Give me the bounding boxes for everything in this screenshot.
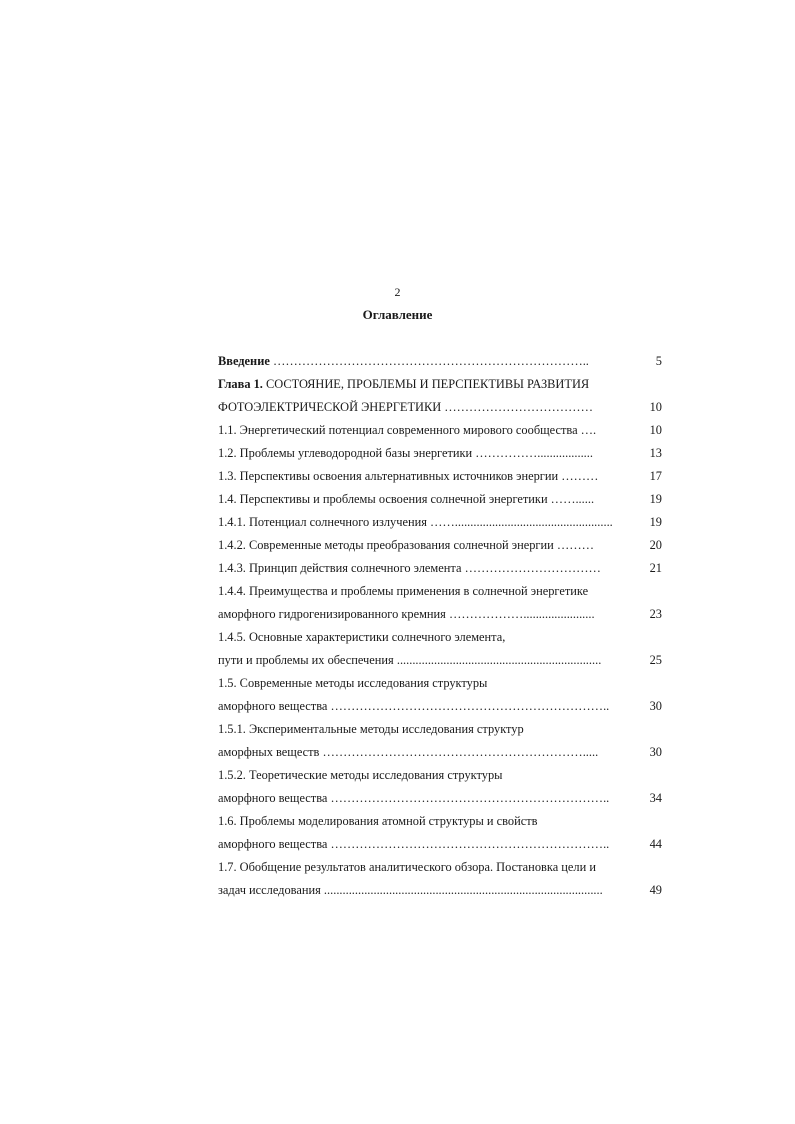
toc-entry-text: 1.4.1. Потенциал солнечного излучения ……................................................... xyxy=(218,515,613,529)
toc-entry-1-5-1-cont[interactable] xyxy=(218,741,662,764)
toc-entry-1-4-3[interactable] xyxy=(218,557,662,580)
toc-entry-text: 1.1. Энергетический потенциал современного мирового сообщества …. xyxy=(218,423,597,437)
toc-entry-text: 1.7. Обобщение результатов аналитического обзора. Постановка цели и xyxy=(218,860,596,874)
toc-entry-1-3[interactable] xyxy=(218,465,662,488)
toc-entry-page: 19 xyxy=(649,515,662,529)
toc-entry-page: 13 xyxy=(649,446,662,460)
toc-entry-page: 21 xyxy=(649,561,662,575)
toc-entry-1-2[interactable] xyxy=(218,442,662,465)
toc-entry-page: 44 xyxy=(649,837,662,851)
toc-entry-text: задач исследования .......................................................................................... xyxy=(218,883,603,897)
toc-entry-1-4-4[interactable] xyxy=(218,580,662,603)
toc-entry-page: 25 xyxy=(649,653,662,667)
toc-entry-text: пути и проблемы их обеспечения .................................................................. xyxy=(218,653,602,667)
toc-entry-text: ………………………………………………………………….. xyxy=(269,354,589,368)
toc-entry-1-4-4-cont[interactable] xyxy=(218,603,662,626)
toc-entry-page: 10 xyxy=(649,423,662,437)
toc-entry-1-7[interactable] xyxy=(218,856,662,879)
toc-entry-text: 1.2. Проблемы углеводородной базы энергетики …………….................. xyxy=(218,446,593,460)
toc-entry-1-5-2[interactable] xyxy=(218,764,662,787)
toc-entry-chapter-1-cont[interactable] xyxy=(218,396,662,419)
toc-entry-text: 1.4.3. Принцип действия солнечного элемента …………………………… xyxy=(218,561,601,575)
toc-entry-1-7-cont[interactable] xyxy=(218,879,662,902)
toc-entry-page: 30 xyxy=(649,699,662,713)
toc-entry-page: 20 xyxy=(649,538,662,552)
toc-entry-text: 1.4.5. Основные характеристики солнечного элемента, xyxy=(218,630,506,644)
toc-entry-page: 23 xyxy=(649,607,662,621)
toc-entry-text: аморфного гидрогенизированного кремния ………………....................... xyxy=(218,607,595,621)
toc-entry-text: аморфного вещества ………………………………………………………….. xyxy=(218,837,610,851)
toc-entry-text: аморфного вещества ………………………………………………………….. xyxy=(218,699,610,713)
toc-entry-1-5-1[interactable] xyxy=(218,718,662,741)
toc-entry-1-4-1[interactable] xyxy=(218,511,662,534)
toc-entry-1-6[interactable] xyxy=(218,810,662,833)
toc-entry-text: 1.4. Перспективы и проблемы освоения солнечной энергетики ……...... xyxy=(218,492,595,506)
toc-entry-page: 10 xyxy=(649,400,662,414)
toc-entry-page: 34 xyxy=(649,791,662,805)
toc-entry-text: 1.5.2. Теоретические методы исследования структуры xyxy=(218,768,503,782)
toc-entry-introduction[interactable] xyxy=(218,350,662,373)
toc-title: Оглавление xyxy=(362,307,433,322)
toc-entry-text: аморфного вещества ………………………………………………………….. xyxy=(218,791,610,805)
toc-entry-1-5[interactable] xyxy=(218,672,662,695)
toc-entry-text: 1.5. Современные методы исследования структуры xyxy=(218,676,488,690)
table-of-contents xyxy=(218,350,662,902)
toc-entry-text: аморфных веществ ………………………………………………………..... xyxy=(218,745,599,759)
toc-entry-bold-label: Введение xyxy=(218,354,270,368)
toc-entry-1-4-5-cont[interactable] xyxy=(218,649,662,672)
toc-entry-page: 17 xyxy=(649,469,662,483)
toc-entry-1-5-2-cont[interactable] xyxy=(218,787,662,810)
toc-entry-page: 19 xyxy=(649,492,662,506)
toc-entry-1-6-cont[interactable] xyxy=(218,833,662,856)
toc-entry-text: 1.4.2. Современные методы преобразования солнечной энергии ……… xyxy=(218,538,595,552)
toc-entry-text: 1.3. Перспективы освоения альтернативных источников энергии ……… xyxy=(218,469,599,483)
toc-entry-1-1[interactable] xyxy=(218,419,662,442)
toc-entry-text: ФОТОЭЛЕКТРИЧЕСКОЙ ЭНЕРГЕТИКИ ……………………………… xyxy=(218,400,593,414)
toc-entry-page: 5 xyxy=(655,354,662,368)
toc-entry-1-4-5[interactable] xyxy=(218,626,662,649)
toc-entry-text: 1.4.4. Преимущества и проблемы применения в солнечной энергетике xyxy=(218,584,589,598)
toc-entry-1-4-2[interactable] xyxy=(218,534,662,557)
toc-entry-text: 1.5.1. Экспериментальные методы исследования структур xyxy=(218,722,524,736)
toc-entry-page: 30 xyxy=(649,745,662,759)
page-number: 2 xyxy=(394,285,401,299)
toc-entry-bold-label: Глава 1. xyxy=(218,377,263,391)
toc-entry-page: 49 xyxy=(649,883,662,897)
toc-entry-chapter-1[interactable] xyxy=(218,373,662,396)
toc-entry-text: СОСТОЯНИЕ, ПРОБЛЕМЫ И ПЕРСПЕКТИВЫ РАЗВИТИЯ xyxy=(262,377,590,391)
toc-entry-text: 1.6. Проблемы моделирования атомной структуры и свойств xyxy=(218,814,538,828)
toc-entry-1-4[interactable] xyxy=(218,488,662,511)
toc-entry-1-5-cont[interactable] xyxy=(218,695,662,718)
